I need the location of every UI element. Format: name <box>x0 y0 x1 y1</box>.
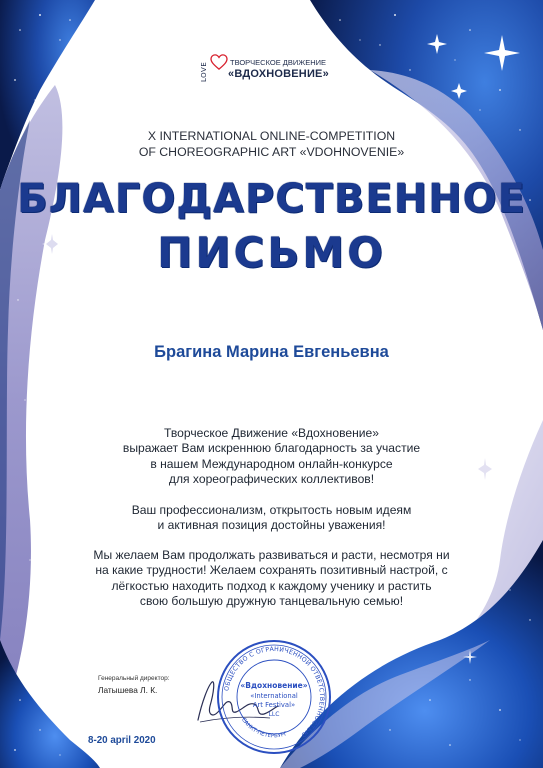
paragraph-line: лёгкостью находить подход к каждому ученику и растить <box>111 578 432 593</box>
organization-logo <box>200 52 350 86</box>
stamp-ring-text: ОБЩЕСТВО С ОГРАНИЧЕННОЙ ОТВЕТСТВЕННОСТЬЮ <box>223 645 326 739</box>
paragraph-line: для хореографических коллективов! <box>168 471 375 486</box>
paragraph-line: в нашем Международном онлайн-конкурсе <box>150 456 393 471</box>
document-title-line-2: ПИСЬМО <box>157 228 386 277</box>
signatory-name: Латышева Л. К. <box>98 685 158 695</box>
logo-line-1: ТВОРЧЕСКОЕ ДВИЖЕНИЕ <box>230 58 327 67</box>
stamp-center-line-1: «Вдохновение» <box>240 681 308 690</box>
paragraph-gratitude <box>60 426 483 487</box>
paragraph-line: на какие трудности! Желаем сохранять позитивный настрой, с <box>95 563 448 578</box>
paragraph-line: выражает Вам искреннюю благодарность за участие <box>122 441 421 456</box>
logo-line-2: «ВДОХНОВЕНИЕ» <box>228 68 329 80</box>
document-title-line-1: БЛАГОДАРСТВЕННОЕ <box>17 176 526 222</box>
stamp-bottom-text: САНКТ-ПЕТЕРБУРГ <box>239 716 289 740</box>
paragraph-line: Творческое Движение «Вдохновение» <box>163 426 379 440</box>
svg-text:САНКТ-ПЕТЕРБУРГ <box>240 717 289 739</box>
paragraph-recognition <box>60 503 483 534</box>
paragraph-line: Ваш профессионализм, открытость новым идеям <box>131 503 412 517</box>
stamp-center-line-3: Art Festival» <box>252 701 296 709</box>
paragraph-line: и активная позиция достойны уважения! <box>157 518 386 533</box>
competition-name-line-1: X INTERNATIONAL ONLINE-COMPETITION <box>147 129 396 143</box>
competition-name-line-2: OF CHOREOGRAPHIC ART «VDOHNOVENIE» <box>138 145 405 159</box>
paragraph-wishes <box>55 548 488 609</box>
paragraph-line: свою большую дружную танцевальную семью! <box>139 593 404 608</box>
signatory-role: Генеральный директор: <box>98 675 170 682</box>
paragraph-line: Мы желаем Вам продолжать развиваться и расти, несмотря ни <box>93 548 450 562</box>
recipient-name: Брагина Марина Евгеньевна <box>154 343 389 361</box>
stamp-center-line-2: «International <box>250 692 298 700</box>
organization-stamp <box>215 638 333 756</box>
logo-love-word: LOVE <box>200 61 208 82</box>
stamp-center-line-4: LLC <box>268 711 280 718</box>
event-dates: 8-20 april 2020 <box>88 735 156 746</box>
heart-icon <box>210 54 228 70</box>
